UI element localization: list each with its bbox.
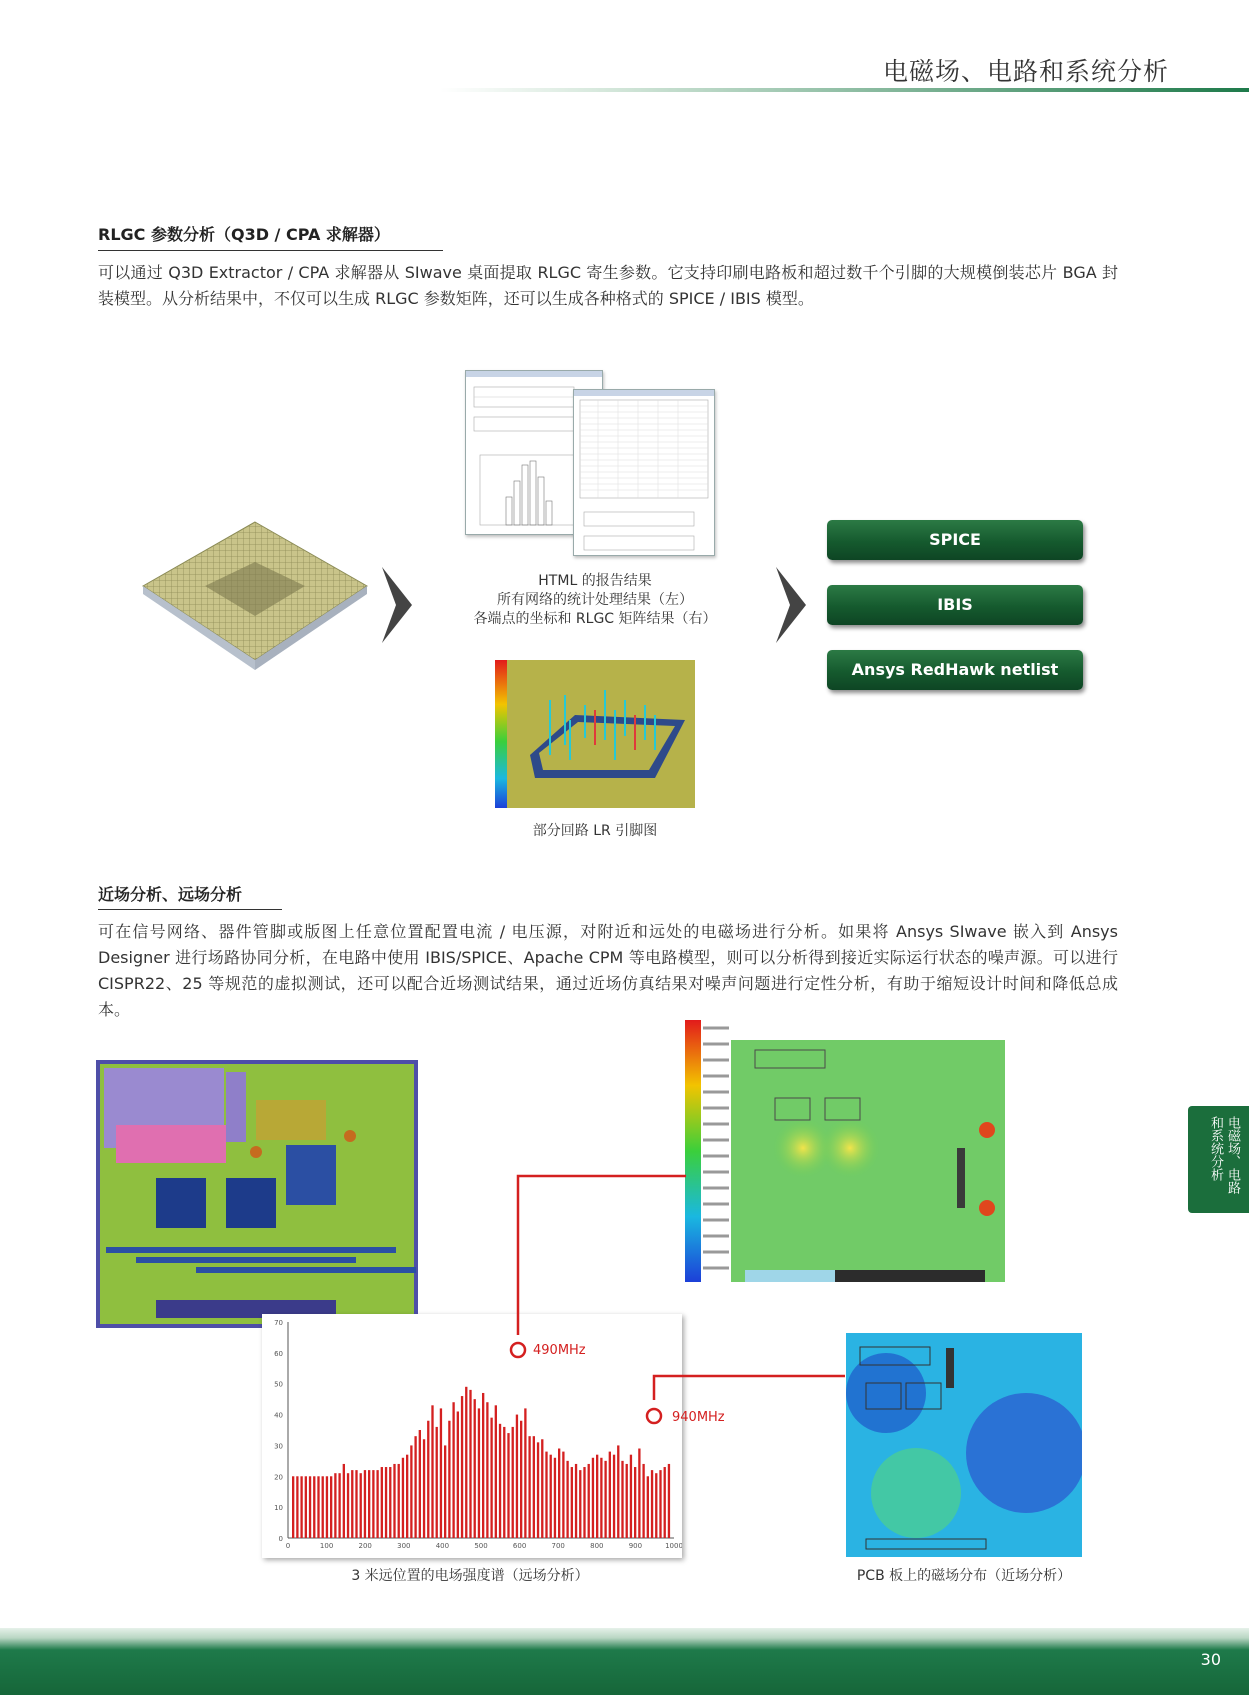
- section-paragraph-rlgc: 可以通过 Q3D Extractor / CPA 求解器从 SIwave 桌面提取 RLGC 寄生参数。它支持印刷电路板和超过数千个引脚的大规模倒装芯片 BGA 封装模型。从分析结果中，不仅可以生成 RLGC 参数矩阵，还可以生成各种格式的 SPICE / IBIS 模型。: [98, 263, 1118, 308]
- spectrum-bar: [469, 1390, 471, 1538]
- spectrum-bar: [634, 1467, 636, 1538]
- spectrum-bar: [364, 1470, 366, 1538]
- spectrum-bar: [478, 1408, 480, 1538]
- spectrum-bar: [626, 1464, 628, 1538]
- spectrum-caption: 3 米远位置的电场强度谱（远场分析）: [351, 1568, 589, 1584]
- spectrum-bar: [347, 1473, 349, 1538]
- spectrum-bar: [330, 1476, 332, 1538]
- footer-band: [0, 1628, 1249, 1695]
- x-tick-label: 400: [435, 1542, 450, 1550]
- spectrum-bar: [495, 1405, 497, 1538]
- spectrum-bar: [292, 1476, 294, 1538]
- spectrum-bar: [571, 1467, 573, 1538]
- spectrum-bar: [621, 1461, 623, 1538]
- spectrum-bar: [436, 1427, 438, 1538]
- spectrum-bar: [465, 1387, 467, 1538]
- spectrum-bar: [309, 1476, 311, 1538]
- spectrum-bar: [448, 1421, 450, 1538]
- section-rule: [98, 250, 443, 251]
- spectrum-bar: [528, 1436, 530, 1538]
- pcb-layout-image: [96, 1060, 418, 1328]
- x-tick-label: 0: [285, 1542, 291, 1550]
- spectrum-bar: [617, 1445, 619, 1538]
- header-divider: [440, 88, 1249, 92]
- spectrum-bar: [562, 1452, 564, 1538]
- spectrum-bar: [474, 1399, 476, 1538]
- marker-490mhz-icon: [511, 1343, 525, 1357]
- spectrum-bar: [317, 1476, 319, 1538]
- spectrum-bar: [300, 1476, 302, 1538]
- section-title-rlgc: RLGC 参数分析（Q3D / CPA 求解器）: [98, 225, 390, 244]
- spectrum-bar: [322, 1476, 324, 1538]
- report-caption: [450, 572, 740, 629]
- y-tick-label: 20: [274, 1473, 283, 1482]
- spectrum-bar: [550, 1455, 552, 1538]
- spectrum-bar: [613, 1455, 615, 1538]
- nearfield-caption: PCB 板上的磁场分布（近场分析）: [856, 1568, 1072, 1584]
- spectrum-bar: [410, 1445, 412, 1538]
- spectrum-bar: [566, 1461, 568, 1538]
- spectrum-bar: [609, 1452, 611, 1538]
- magnetic-field-map-lower: [846, 1333, 1082, 1557]
- spectrum-bar: [440, 1408, 442, 1538]
- spectrum-bar: [419, 1430, 421, 1538]
- spectrum-bar: [313, 1476, 315, 1538]
- section-rule: [98, 909, 282, 910]
- spectrum-bar: [360, 1473, 362, 1538]
- spectrum-bar: [638, 1449, 640, 1538]
- y-tick-label: 60: [274, 1349, 283, 1358]
- spectrum-bar: [579, 1470, 581, 1538]
- spectrum-bar: [431, 1405, 433, 1538]
- spectrum-bar: [393, 1464, 395, 1538]
- x-tick-label: 900: [628, 1542, 643, 1550]
- spectrum-bar: [457, 1411, 459, 1538]
- spectrum-bar: [334, 1473, 336, 1538]
- x-tick-label: 1000: [665, 1542, 682, 1550]
- bga-package-image: [135, 520, 375, 680]
- spectrum-bar: [351, 1470, 353, 1538]
- section-title-field-analysis: 近场分析、远场分析: [98, 885, 243, 904]
- x-tick-label: 200: [358, 1542, 372, 1550]
- spectrum-bar: [524, 1408, 526, 1538]
- spectrum-bar: [537, 1442, 539, 1538]
- spectrum-bar: [541, 1439, 543, 1538]
- y-tick-label: 0: [278, 1535, 283, 1543]
- spectrum-bar: [647, 1476, 649, 1538]
- ibis-output-button[interactable]: IBIS: [827, 585, 1083, 625]
- spectrum-bar: [376, 1470, 378, 1538]
- spectrum-bar: [444, 1445, 446, 1538]
- spectrum-bar: [355, 1470, 357, 1538]
- spice-output-button[interactable]: SPICE: [827, 520, 1083, 560]
- spectrum-bar: [651, 1470, 653, 1538]
- lr-caption: 部分回路 LR 引脚图: [532, 823, 658, 839]
- spectrum-bar: [423, 1439, 425, 1538]
- spectrum-bar: [381, 1467, 383, 1538]
- spectrum-bar: [642, 1464, 644, 1538]
- spectrum-bar: [372, 1470, 374, 1538]
- spectrum-bar: [406, 1455, 408, 1538]
- x-tick-label: 800: [590, 1542, 604, 1550]
- spectrum-bar: [482, 1393, 484, 1538]
- x-tick-label: 500: [474, 1542, 488, 1550]
- marker-490mhz-label: 490MHz: [533, 1343, 586, 1358]
- report-caption-line3: 各端点的坐标和 RLGC 矩阵结果（右）: [473, 611, 717, 627]
- report-caption-line1: HTML 的报告结果: [538, 573, 652, 589]
- spectrum-bar: [385, 1467, 387, 1538]
- spectrum-bar: [503, 1427, 505, 1538]
- redhawk-netlist-output-button[interactable]: Ansys RedHawk netlist: [827, 650, 1083, 690]
- spectrum-bar: [490, 1418, 492, 1538]
- spectrum-bar: [512, 1427, 514, 1538]
- spectrum-bar: [668, 1464, 670, 1538]
- spectrum-bar: [600, 1458, 602, 1538]
- spectrum-bar: [575, 1464, 577, 1538]
- report-caption-line2: 所有网络的统计处理结果（左）: [497, 592, 693, 608]
- spectrum-bar: [596, 1455, 598, 1538]
- lr-pin-plot-image: [495, 660, 695, 808]
- spectrum-bar: [389, 1467, 391, 1538]
- spectrum-bar: [554, 1458, 556, 1538]
- spectrum-bar: [326, 1476, 328, 1538]
- spectrum-bar: [630, 1455, 632, 1538]
- spectrum-bar: [452, 1402, 454, 1538]
- x-tick-label: 700: [551, 1542, 565, 1550]
- spectrum-bar: [338, 1473, 340, 1538]
- spectrum-bar: [664, 1467, 666, 1538]
- y-tick-label: 40: [274, 1411, 283, 1420]
- spectrum-bar: [402, 1458, 404, 1538]
- section-paragraph-field-analysis: 可在信号网络、器件管脚或版图上任意位置配置电流 / 电压源，对附近和远处的电磁场进行分析。如果将 Ansys SIwave 嵌入到 Ansys Designer 进行场路协同分析，在电路中使用 IBIS/SPICE、Apache CPM 等电路模型，则可以分析得到接近实际运行状态的噪声源。可以进行 CISPR22、25 等规范的虚拟测试，还可以配合近场测试结果，通过近场仿真结果对噪声问题进行定性分析，有助于缩短设计时间和降低总成本。: [98, 922, 1118, 1019]
- spectrum-bar: [414, 1436, 416, 1538]
- spectrum-bar: [655, 1473, 657, 1538]
- spectrum-bar: [545, 1452, 547, 1538]
- y-tick-label: 70: [274, 1319, 283, 1327]
- spectrum-bar: [461, 1396, 463, 1538]
- y-tick-label: 30: [274, 1442, 283, 1451]
- spectrum-bar: [516, 1415, 518, 1538]
- spectrum-bar: [588, 1464, 590, 1538]
- rlgc-matrix-table-thumbnail: [574, 396, 714, 554]
- marker-connector-lines: [500, 1160, 860, 1420]
- spectrum-bar: [558, 1449, 560, 1538]
- spectrum-bar: [583, 1467, 585, 1538]
- side-chapter-tab[interactable]: 电磁场、电路和系统分析: [1188, 1106, 1249, 1213]
- spectrum-bar: [592, 1458, 594, 1538]
- spectrum-bar: [368, 1470, 370, 1538]
- spectrum-bar: [604, 1461, 606, 1538]
- x-tick-label: 100: [319, 1542, 334, 1550]
- spectrum-bar: [398, 1464, 400, 1538]
- spectrum-bar: [507, 1433, 509, 1538]
- page-number: 30: [1200, 1650, 1221, 1669]
- spectrum-bar: [296, 1476, 298, 1538]
- spectrum-bar: [533, 1436, 535, 1538]
- spectrum-bar: [520, 1421, 522, 1538]
- spectrum-bar: [427, 1421, 429, 1538]
- y-tick-label: 50: [274, 1380, 283, 1389]
- page-header-title: 电磁场、电路和系统分析: [882, 57, 1169, 86]
- x-tick-label: 300: [397, 1542, 411, 1550]
- x-tick-label: 600: [512, 1542, 527, 1550]
- html-report-window-right: [573, 389, 715, 556]
- spectrum-bar: [305, 1476, 307, 1538]
- spectrum-bar: [499, 1424, 501, 1538]
- y-tick-label: 10: [274, 1504, 283, 1513]
- marker-940mhz-label: 940MHz: [672, 1410, 725, 1425]
- spectrum-bar: [486, 1402, 488, 1538]
- spectrum-bar: [659, 1470, 661, 1538]
- spectrum-bar: [343, 1464, 345, 1538]
- marker-940mhz-icon: [644, 1406, 664, 1426]
